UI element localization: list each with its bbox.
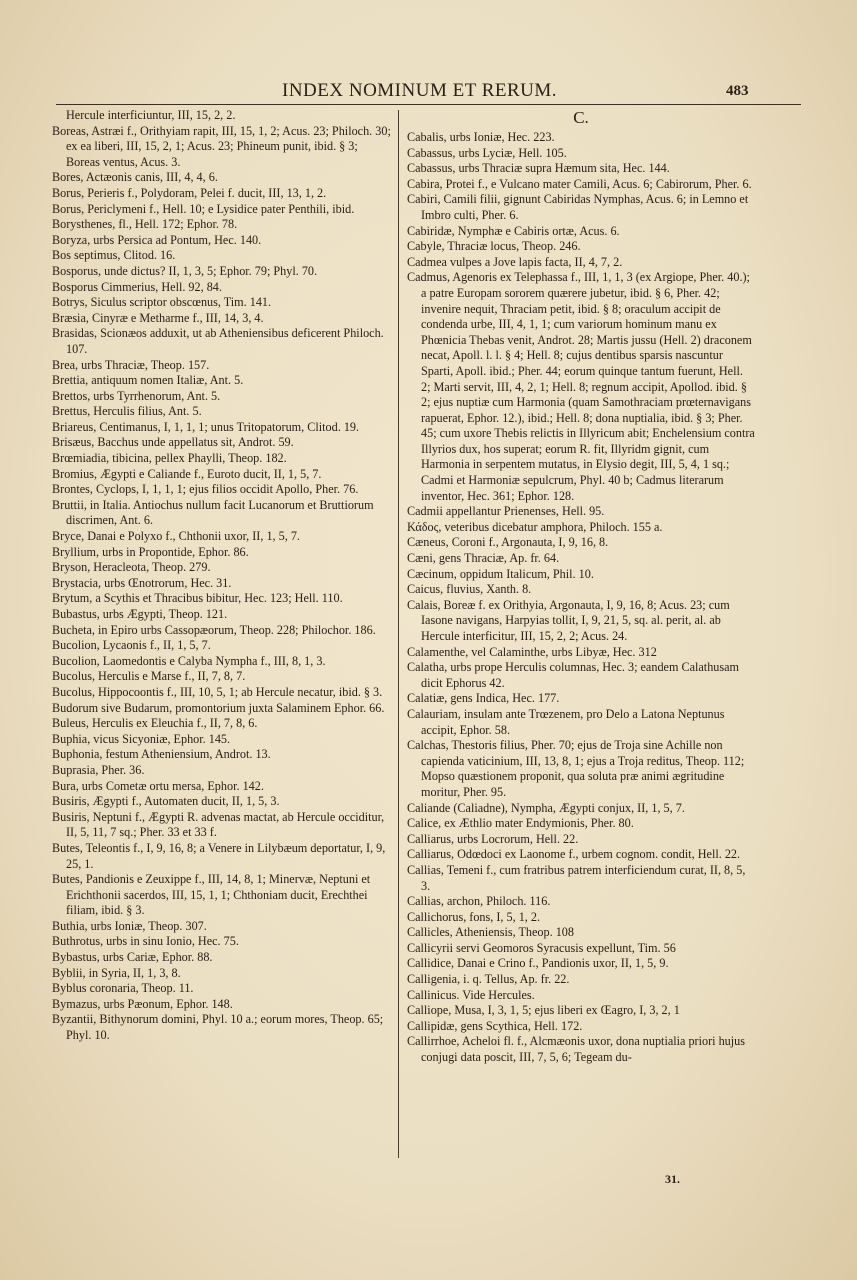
index-entry: Bræsia, Cinyræ e Metharme f., III, 14, 3, 4. bbox=[52, 310, 264, 325]
index-entry: Bucheta, in Epiro urbs Cassopæorum, Theop. 228; Philochor. 186. bbox=[52, 622, 376, 637]
index-entry: Cæcinum, oppidum Italicum, Phil. 10. bbox=[407, 566, 594, 581]
index-entry: Calamenthe, vel Calaminthe, urbs Libyæ, Hec. 312 bbox=[407, 644, 657, 659]
index-entry: Calais, Boreæ f. ex Orithyia, Argonauta, I, 9, 16, 8; Acus. 23; cum Iasone navigans, Harpyias tollit, I, 9, 21, 5, sq. al. perit, al. ab Hercule interficitur, III, 15, 2, 2; Acus. 24. bbox=[407, 597, 730, 643]
index-entry: Callichorus, fons, I, 5, 1, 2. bbox=[407, 909, 541, 924]
index-entry: Cabira, Protei f., e Vulcano mater Camili, Acus. 6; Cabirorum, Pher. 6. bbox=[407, 176, 752, 191]
index-entry: Bromius, Ægypti e Caliande f., Euroto ducit, II, 1, 5, 7. bbox=[52, 466, 322, 481]
index-entry: Cabalis, urbs Ioniæ, Hec. 223. bbox=[407, 130, 555, 144]
index-entry: Caicus, fluvius, Xanth. 8. bbox=[407, 582, 532, 597]
index-entry: Bryson, Heracleota, Theop. 279. bbox=[52, 560, 211, 575]
index-entry: Callicles, Atheniensis, Theop. 108 bbox=[407, 925, 574, 940]
index-entry: Cabyle, Thraciæ locus, Theop. 246. bbox=[407, 239, 581, 254]
index-entry: Bymazus, urbs Pæonum, Ephor. 148. bbox=[52, 996, 233, 1011]
index-entry: Callinicus. Vide Hercules. bbox=[407, 987, 535, 1002]
index-entry: Brettus, Herculis filius, Ant. 5. bbox=[52, 404, 202, 419]
index-entry: Brettia, antiquum nomen Italiæ, Ant. 5. bbox=[52, 373, 244, 388]
index-entry: Briareus, Centimanus, I, 1, 1, 1; unus Tritopatorum, Clitod. 19. bbox=[52, 419, 360, 434]
index-entry: Calatha, urbs prope Herculis columnas, Hec. 3; eandem Calathusam dicit Ephorus 42. bbox=[407, 660, 740, 690]
index-entry: Hercule interficiuntur, III, 15, 2, 2. bbox=[66, 108, 236, 122]
index-entry: Calauriam, insulam ante Trœzenem, pro Delo a Latona Neptunus accipit, Ephor. 58. bbox=[407, 706, 725, 737]
index-entry: Cabassus, urbs Lyciæ, Hell. 105. bbox=[407, 145, 567, 160]
index-entry: Bruttii, in Italia. Antiochus nullum facit Lucanorum et Bruttiorum discrimen, Ant. 6. bbox=[52, 497, 374, 528]
index-entry: Cabassus, urbs Thraciæ supra Hæmum sita, Hec. 144. bbox=[407, 161, 670, 176]
index-entry: Buthia, urbs Ioniæ, Theop. 307. bbox=[52, 918, 207, 933]
index-entry: Bosporus Cimmerius, Hell. 92, 84. bbox=[52, 279, 222, 294]
index-entry: Cabiridæ, Nymphæ e Cabiris ortæ, Acus. 6. bbox=[407, 223, 620, 238]
index-entry: Bucolion, Laomedontis e Calyba Nympha f., III, 8, 1, 3. bbox=[52, 653, 326, 668]
index-entry: Cæni, gens Thraciæ, Ap. fr. 64. bbox=[407, 551, 560, 566]
index-entry: Bosporus, unde dictus? II, 1, 3, 5; Ephor. 79; Phyl. 70. bbox=[52, 263, 318, 278]
index-entry: Brytum, a Scythis et Thracibus bibitur, Hec. 123; Hell. 110. bbox=[52, 591, 343, 606]
index-entry: Cadmii appellantur Prienenses, Hell. 95. bbox=[407, 504, 605, 519]
index-entry: Bubastus, urbs Ægypti, Theop. 121. bbox=[52, 607, 228, 621]
index-entry: Callipidæ, gens Scythica, Hell. 172. bbox=[407, 1018, 583, 1033]
running-header bbox=[0, 80, 857, 106]
index-entry: Borus, Periclymeni f., Hell. 10; e Lysidice pater Penthili, ibid. bbox=[52, 201, 355, 216]
index-entry: Brettos, urbs Tyrrhenorum, Ant. 5. bbox=[52, 388, 221, 403]
left-column bbox=[52, 108, 392, 1044]
index-entry: Busiris, Neptuni f., Ægypti R. advenas mactat, ab Hercule occiditur, II, 5, 11, 7 sq.; Pher. 33 et 33 f. bbox=[52, 809, 385, 840]
index-entry: Bryllium, urbs in Propontide, Ephor. 86. bbox=[52, 544, 249, 559]
index-entry: Bura, urbs Cometæ ortu mersa, Ephor. 142. bbox=[52, 778, 264, 793]
index-entry: Calligenia, i. q. Tellus, Ap. fr. 22. bbox=[407, 972, 570, 987]
index-entry: Caliande (Caliadne), Nympha, Ægypti conjux, II, 1, 5, 7. bbox=[407, 800, 685, 815]
index-entry: Bucolus, Hippocoontis f., III, 10, 5, 1; ab Hercule necatur, ibid. § 3. bbox=[52, 684, 383, 699]
index-entry: Brontes, Cyclops, I, 1, 1, 1; ejus filios occidit Apollo, Pher. 76. bbox=[52, 482, 359, 497]
index-entry: Cabiri, Camili filii, gignunt Cabiridas Nymphas, Acus. 6; in Lemno et Imbro culti, Pher. 6. bbox=[407, 192, 749, 222]
index-entry: Brisæus, Bacchus unde appellatus sit, Androt. 59. bbox=[52, 435, 294, 450]
page-number: 483 bbox=[726, 83, 749, 99]
index-entry: Byblii, in Syria, II, 1, 3, 8. bbox=[52, 965, 181, 980]
index-entry: Calliarus, Odœdoci ex Laonome f., urbem cognom. condit, Hell. 22. bbox=[407, 847, 741, 862]
index-entry: Cadmea vulpes a Jove lapis facta, II, 4, 7, 2. bbox=[407, 254, 623, 269]
index-entry: Bucolion, Lycaonis f., II, 1, 5, 7. bbox=[52, 638, 211, 653]
index-entry: Budorum sive Budarum, promontorium juxta Salaminem Ephor. 66. bbox=[52, 700, 385, 715]
right-entries bbox=[407, 130, 755, 1066]
index-entry: Butes, Pandionis e Zeuxippe f., III, 14, 8, 1; Minervæ, Neptuni et Erichthonii sacerdos, III, 15, 1, 1; Chthoniam ducit, Erechthei filiam, ibid. § 3. bbox=[52, 872, 371, 918]
index-entry: Bryce, Danai e Polyxo f., Chthonii uxor, II, 1, 5, 7. bbox=[52, 529, 300, 544]
index-entry: Brasidas, Scionæos adduxit, ut ab Atheniensibus deficerent Philoch. 107. bbox=[52, 326, 384, 356]
index-entry: Busiris, Ægypti f., Automaten ducit, II, 1, 5, 3. bbox=[52, 794, 280, 809]
index-entry: Calliope, Musa, I, 3, 1, 5; ejus liberi ex Œagro, I, 3, 2, 1 bbox=[407, 1003, 680, 1018]
page-title: INDEX NOMINUM ET RERUM. bbox=[282, 80, 558, 101]
index-entry: Calchas, Thestoris filius, Pher. 70; ejus de Troja sine Achille non capienda vaticinium, III, 13, 8, 1; ejus a Troja reditus, Theop. 112; Mopso quæstionem proponit, qua soluta præ animi ægritudine moritur, Pher. 95. bbox=[407, 738, 745, 799]
index-entry: Butes, Teleontis f., I, 9, 16, 8; a Venere in Lilybæum deportatur, I, 9, 25, 1. bbox=[52, 840, 386, 871]
index-entry: Boryza, urbs Persica ad Pontum, Hec. 140. bbox=[52, 232, 262, 247]
index-entry: Brœmiadia, tibicina, pellex Phaylli, Theop. 182. bbox=[52, 451, 287, 466]
index-entry: Cadmus, Agenoris ex Telephassa f., III, 1, 1, 3 (ex Argiope, Pher. 40.); a patre Europam sororem quærere jubetur, ibid. § 6, Pher. 42; invenire nequit, Thraciam petit, ibid. § 8; oraculum accipit de condenda urbe, III, 4, 1, 1; cum variorum hominum manu ex Phœnicia Thebas venit, Androt. 28; Martis jussu (Hell. 2) draconem necat, Apoll. l. l. § 4; Hell. 8; cujus dentibus sparsis nascuntur Sparti, Apoll. ibid.; Pher. 44; eorum quinque tantum fuerunt, Hell. 2; Marti servit, III, 4, 2, 1; Hell. 8; regnum accipit, Apollod. ibid. § 2; ejus nuptiæ cum Harmonia (quam Samothraciam prœternavigans rapuerat, Ephor. 12.), ibid.; Hell. 8; dona nuptialia, ibid. § 3; Pher. 45; cum uxore Thebis relictis in Illyricum abit; Enchelensium contra Illyrios dux, hos superat; eorum R. fit, Illyridm gignit, cum Harmonia in serpentem mutatus, in Elysio degit, III, 5, 4, 1 sq.; Cadmi et Harmoniæ sepulcrum, Phyl. 40 b; Cadmus literarum inventor, Hec. 361; Ephor. 128. bbox=[407, 270, 755, 503]
index-entry: Byzantii, Bithynorum domini, Phyl. 10 a.; eorum mores, Theop. 65; Phyl. 10. bbox=[52, 1012, 384, 1043]
index-entry: Bucolus, Herculis e Marse f., II, 7, 8, 7. bbox=[52, 669, 246, 684]
index-entry: Brea, urbs Thraciæ, Theop. 157. bbox=[52, 357, 210, 372]
column-divider bbox=[398, 110, 399, 1158]
header-rule bbox=[56, 104, 801, 105]
index-entry: Callidice, Danai e Crino f., Pandionis uxor, II, 1, 5, 9. bbox=[407, 956, 669, 971]
index-entry: Buphia, vicus Sicyoniæ, Ephor. 145. bbox=[52, 731, 231, 746]
index-entry: Κάδος, veteribus dicebatur amphora, Philoch. 155 a. bbox=[407, 519, 663, 534]
index-entry: Borus, Perieris f., Polydoram, Pelei f. ducit, III, 13, 1, 2. bbox=[52, 185, 327, 200]
index-entry: Buphonia, festum Atheniensium, Androt. 13. bbox=[52, 747, 271, 762]
index-entry: Bos septimus, Clitod. 16. bbox=[52, 248, 176, 263]
index-entry: Callicyrii servi Geomoros Syracusis expellunt, Tim. 56 bbox=[407, 940, 676, 955]
index-entry: Buleus, Herculis ex Eleuchia f., II, 7, 8, 6. bbox=[52, 716, 258, 731]
index-entry: Borysthenes, fl., Hell. 172; Ephor. 78. bbox=[52, 217, 238, 232]
index-entry: Buprasia, Pher. 36. bbox=[52, 762, 145, 777]
index-entry: Brystacia, urbs Œnotrorum, Hec. 31. bbox=[52, 575, 232, 590]
index-entry: Cæneus, Coroni f., Argonauta, I, 9, 16, 8. bbox=[407, 535, 609, 550]
index-entry: Calliarus, urbs Locrorum, Hell. 22. bbox=[407, 831, 579, 846]
section-letter: C. bbox=[573, 108, 589, 127]
index-entry: Callirrhoe, Acheloi fl. f., Alcmæonis uxor, dona nuptialia priori hujus conjugi data poscit, III, 7, 5, 6; Tegeam du- bbox=[407, 1034, 745, 1065]
index-entry: Bybastus, urbs Cariæ, Ephor. 88. bbox=[52, 950, 213, 965]
index-entry: Calice, ex Æthlio mater Endymionis, Pher. 80. bbox=[407, 816, 634, 831]
index-entry: Callias, archon, Philoch. 116. bbox=[407, 894, 551, 909]
index-entry: Bores, Actæonis canis, III, 4, 4, 6. bbox=[52, 170, 218, 185]
index-entry: Callias, Temeni f., cum fratribus patrem interficiendum curat, II, 8, 5, 3. bbox=[407, 862, 746, 893]
index-entry: Boreas, Astræi f., Orithyiam rapit, III, 15, 1, 2; Acus. 23; Philoch. 30; ex ea liberi, III, 15, 2, 1; Acus. 23; Phineum punit, ibid. § 3; Boreas ventus, Acus. 3. bbox=[52, 123, 391, 169]
signature-mark: 31. bbox=[665, 1172, 680, 1186]
index-entry: Botrys, Siculus scriptor obscœnus, Tim. 141. bbox=[52, 295, 272, 310]
index-entry: Byblus coronaria, Theop. 11. bbox=[52, 981, 194, 996]
index-entry: Calatiæ, gens Indica, Hec. 177. bbox=[407, 691, 560, 706]
index-entry: Buthrotus, urbs in sinu Ionio, Hec. 75. bbox=[52, 934, 239, 949]
right-column bbox=[407, 108, 755, 1066]
